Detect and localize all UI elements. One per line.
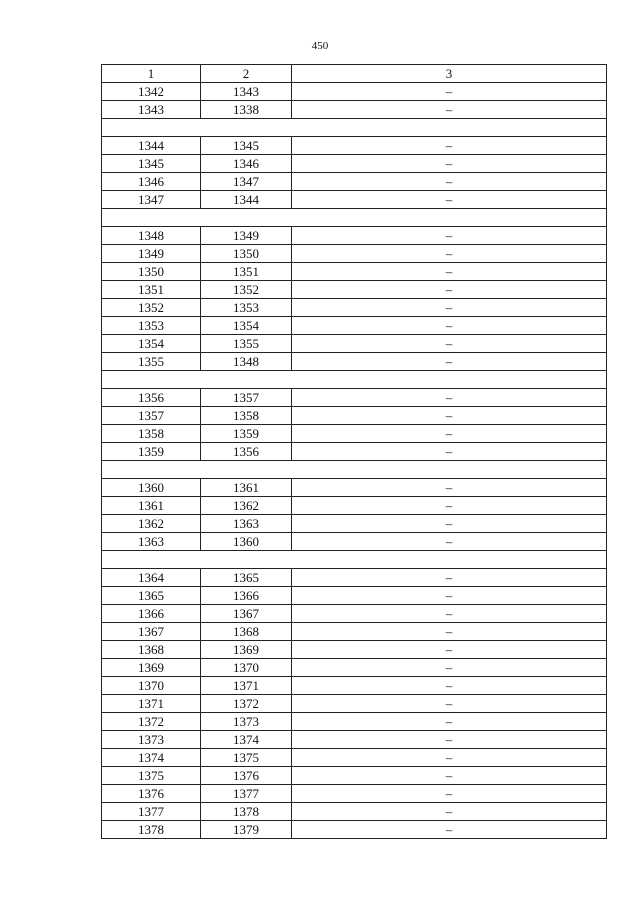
table-row xyxy=(102,353,607,371)
table-cell-col-2: 1374 xyxy=(201,731,292,749)
table-cell-col-2: 1360 xyxy=(201,533,292,551)
table-cell-col-1: 1350 xyxy=(102,263,201,281)
table-row xyxy=(102,389,607,407)
table-cell-col-3: – xyxy=(292,767,607,785)
table-cell-col-2: 1338 xyxy=(201,101,292,119)
table-cell-col-2: 1359 xyxy=(201,425,292,443)
table-cell-col-2: 1366 xyxy=(201,587,292,605)
separator-cell xyxy=(102,461,607,479)
table-row xyxy=(102,335,607,353)
table-header-row xyxy=(102,65,607,83)
table-cell-col-2: 1343 xyxy=(201,83,292,101)
group-separator-row xyxy=(102,119,607,137)
group-separator-row xyxy=(102,371,607,389)
table-cell-col-3: – xyxy=(292,623,607,641)
table-cell-col-3: – xyxy=(292,407,607,425)
table-row xyxy=(102,713,607,731)
table-row xyxy=(102,479,607,497)
table-cell-col-2: 1349 xyxy=(201,227,292,245)
separator-cell xyxy=(102,119,607,137)
table-cell-col-1: 1377 xyxy=(102,803,201,821)
table-cell-col-2: 1365 xyxy=(201,569,292,587)
table-cell-col-2: 1348 xyxy=(201,353,292,371)
table-cell-col-1: 1366 xyxy=(102,605,201,623)
table-cell-col-3: – xyxy=(292,425,607,443)
separator-cell xyxy=(102,209,607,227)
table-cell-col-1: 1363 xyxy=(102,533,201,551)
table-cell-col-1: 1358 xyxy=(102,425,201,443)
table-cell-col-1: 1367 xyxy=(102,623,201,641)
table-cell-col-3: – xyxy=(292,317,607,335)
table-cell-col-3: – xyxy=(292,695,607,713)
table-row xyxy=(102,317,607,335)
table-cell-col-1: 1349 xyxy=(102,245,201,263)
group-separator-row xyxy=(102,551,607,569)
table-row xyxy=(102,605,607,623)
table-row xyxy=(102,497,607,515)
table-cell-col-1: 1371 xyxy=(102,695,201,713)
group-separator-row xyxy=(102,461,607,479)
table-cell-col-2: 1354 xyxy=(201,317,292,335)
table-cell-col-1: 1354 xyxy=(102,335,201,353)
table-row xyxy=(102,749,607,767)
table-row xyxy=(102,407,607,425)
table-cell-col-1: 1376 xyxy=(102,785,201,803)
table-cell-col-2: 1368 xyxy=(201,623,292,641)
table-cell-col-1: 1342 xyxy=(102,83,201,101)
table-cell-col-2: 1351 xyxy=(201,263,292,281)
table-cell-col-2: 1375 xyxy=(201,749,292,767)
table-cell-col-1: 1375 xyxy=(102,767,201,785)
table-row xyxy=(102,767,607,785)
table-row xyxy=(102,731,607,749)
table-row xyxy=(102,641,607,659)
group-separator-row xyxy=(102,209,607,227)
table-cell-col-1: 1345 xyxy=(102,155,201,173)
table-cell-col-3: – xyxy=(292,101,607,119)
table-body xyxy=(102,83,607,839)
table-cell-col-1: 1355 xyxy=(102,353,201,371)
separator-cell xyxy=(102,371,607,389)
table-cell-col-1: 1359 xyxy=(102,443,201,461)
table-cell-col-3: – xyxy=(292,263,607,281)
table-row xyxy=(102,659,607,677)
table-cell-col-3: – xyxy=(292,497,607,515)
table-cell-col-3: – xyxy=(292,569,607,587)
table-cell-col-3: – xyxy=(292,191,607,209)
table-row xyxy=(102,821,607,839)
table-row xyxy=(102,281,607,299)
table-cell-col-2: 1369 xyxy=(201,641,292,659)
table-row xyxy=(102,299,607,317)
table-row xyxy=(102,191,607,209)
table-cell-col-2: 1352 xyxy=(201,281,292,299)
table-cell-col-1: 1370 xyxy=(102,677,201,695)
table-cell-col-1: 1361 xyxy=(102,497,201,515)
table-cell-col-1: 1368 xyxy=(102,641,201,659)
table-cell-col-2: 1362 xyxy=(201,497,292,515)
table-row xyxy=(102,443,607,461)
table-cell-col-1: 1348 xyxy=(102,227,201,245)
table-cell-col-3: – xyxy=(292,515,607,533)
table-row xyxy=(102,155,607,173)
table-cell-col-3: – xyxy=(292,731,607,749)
table-cell-col-2: 1358 xyxy=(201,407,292,425)
table-cell-col-3: – xyxy=(292,713,607,731)
table-cell-col-3: – xyxy=(292,785,607,803)
table-cell-col-3: – xyxy=(292,641,607,659)
table-cell-col-1: 1344 xyxy=(102,137,201,155)
table-cell-col-2: 1378 xyxy=(201,803,292,821)
table-row xyxy=(102,245,607,263)
data-table xyxy=(101,64,607,839)
table-cell-col-1: 1356 xyxy=(102,389,201,407)
column-header-2: 2 xyxy=(201,65,292,83)
table-cell-col-2: 1356 xyxy=(201,443,292,461)
table-row xyxy=(102,137,607,155)
table-cell-col-2: 1344 xyxy=(201,191,292,209)
separator-cell xyxy=(102,551,607,569)
table-cell-col-3: – xyxy=(292,227,607,245)
table-row xyxy=(102,695,607,713)
table-cell-col-3: – xyxy=(292,605,607,623)
column-header-3: 3 xyxy=(292,65,607,83)
table-cell-col-3: – xyxy=(292,533,607,551)
table-row xyxy=(102,533,607,551)
table-cell-col-1: 1374 xyxy=(102,749,201,767)
table-cell-col-1: 1369 xyxy=(102,659,201,677)
table-cell-col-2: 1371 xyxy=(201,677,292,695)
table-cell-col-2: 1363 xyxy=(201,515,292,533)
table-row xyxy=(102,227,607,245)
table-cell-col-1: 1343 xyxy=(102,101,201,119)
table-cell-col-2: 1372 xyxy=(201,695,292,713)
table-cell-col-3: – xyxy=(292,155,607,173)
table-cell-col-3: – xyxy=(292,335,607,353)
table-cell-col-2: 1345 xyxy=(201,137,292,155)
table-cell-col-1: 1373 xyxy=(102,731,201,749)
table-cell-col-3: – xyxy=(292,677,607,695)
table-row xyxy=(102,623,607,641)
table-cell-col-2: 1379 xyxy=(201,821,292,839)
table-row xyxy=(102,425,607,443)
table-cell-col-3: – xyxy=(292,479,607,497)
table-cell-col-3: – xyxy=(292,659,607,677)
table-cell-col-2: 1377 xyxy=(201,785,292,803)
table-cell-col-3: – xyxy=(292,353,607,371)
column-header-1: 1 xyxy=(102,65,201,83)
table-cell-col-2: 1370 xyxy=(201,659,292,677)
table-cell-col-3: – xyxy=(292,443,607,461)
table-cell-col-1: 1346 xyxy=(102,173,201,191)
table-cell-col-3: – xyxy=(292,299,607,317)
table-cell-col-1: 1357 xyxy=(102,407,201,425)
table-cell-col-3: – xyxy=(292,803,607,821)
table-cell-col-1: 1347 xyxy=(102,191,201,209)
table-cell-col-3: – xyxy=(292,821,607,839)
table-cell-col-1: 1364 xyxy=(102,569,201,587)
table-cell-col-1: 1362 xyxy=(102,515,201,533)
table-cell-col-2: 1350 xyxy=(201,245,292,263)
table-cell-col-1: 1378 xyxy=(102,821,201,839)
table-cell-col-3: – xyxy=(292,587,607,605)
table-row xyxy=(102,101,607,119)
table-cell-col-2: 1355 xyxy=(201,335,292,353)
table-cell-col-2: 1367 xyxy=(201,605,292,623)
table-cell-col-1: 1360 xyxy=(102,479,201,497)
table-row xyxy=(102,173,607,191)
table-row xyxy=(102,515,607,533)
table-cell-col-2: 1347 xyxy=(201,173,292,191)
table-cell-col-1: 1351 xyxy=(102,281,201,299)
table-row xyxy=(102,785,607,803)
table-cell-col-3: – xyxy=(292,137,607,155)
table-cell-col-1: 1352 xyxy=(102,299,201,317)
table-cell-col-3: – xyxy=(292,749,607,767)
table-cell-col-2: 1353 xyxy=(201,299,292,317)
table-cell-col-1: 1372 xyxy=(102,713,201,731)
table-cell-col-3: – xyxy=(292,173,607,191)
table-cell-col-2: 1357 xyxy=(201,389,292,407)
table-row xyxy=(102,569,607,587)
table-row xyxy=(102,263,607,281)
table-row xyxy=(102,587,607,605)
page-number: 450 xyxy=(311,40,329,52)
table-cell-col-3: – xyxy=(292,281,607,299)
table-cell-col-2: 1376 xyxy=(201,767,292,785)
table-row xyxy=(102,677,607,695)
table-cell-col-3: – xyxy=(292,389,607,407)
table-cell-col-3: – xyxy=(292,83,607,101)
table-row xyxy=(102,803,607,821)
table-cell-col-2: 1373 xyxy=(201,713,292,731)
table-cell-col-2: 1361 xyxy=(201,479,292,497)
table-row xyxy=(102,83,607,101)
table-cell-col-3: – xyxy=(292,245,607,263)
table-cell-col-1: 1353 xyxy=(102,317,201,335)
table-cell-col-1: 1365 xyxy=(102,587,201,605)
table-cell-col-2: 1346 xyxy=(201,155,292,173)
